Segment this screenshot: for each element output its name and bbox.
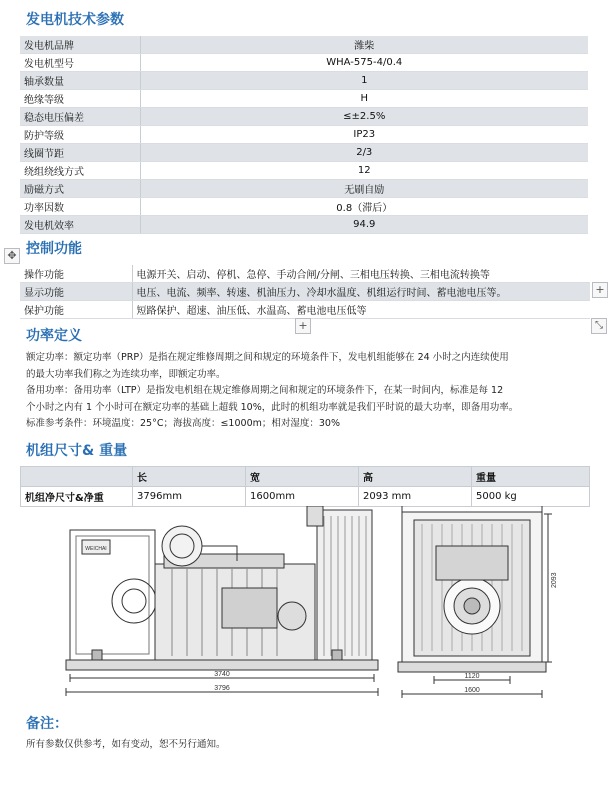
panel-label: WEICHAI [85,546,107,552]
side-dim-2: 3796 [214,685,230,692]
column-header: 重量 [472,467,590,487]
spec-value: 0.8（滞后） [140,198,588,216]
remarks-title: 备注： [26,716,68,732]
control-value: 电压、电流、频率、转速、机油压力、冷却水温度、机组运行时间、蓄电池电压等。 [132,283,590,301]
spec-label: 绕组绕线方式 [20,162,140,180]
spec-label: 发电机品牌 [20,36,140,54]
table-row [20,108,588,126]
spec-value: H [140,90,588,108]
side-dim-1: 3740 [214,671,230,678]
spec-value: 94.9 [140,216,588,234]
control-label: 显示功能 [20,283,132,301]
resize-handle-icon[interactable]: ⤡ [591,318,607,334]
table-row [20,36,588,54]
table-row [20,144,588,162]
spec-value: 无刷自励 [140,180,588,198]
spec-label: 励磁方式 [20,180,140,198]
power-line: 备用功率：备用功率（LTP）是指发电机组在规定维修周期之间和规定的环境条件下，在某一时间内，标准是每 12 [26,385,504,396]
spec-value: WHA-575-4/0.4 [140,54,588,72]
spec-label: 发电机效率 [20,216,140,234]
table-row [20,265,590,283]
table-row [20,54,588,72]
dimensions-table [20,466,590,507]
spec-value: 1 [140,72,588,90]
spec-table [20,36,588,234]
column-header: 长 [133,467,246,487]
control-value: 短路保护、超速、油压低、水温高、蓄电池电压低等 [132,301,590,319]
table-row [20,162,588,180]
spec-label: 发电机型号 [20,54,140,72]
power-definition-text [26,350,601,433]
table-row [20,301,590,319]
add-row-button[interactable]: + [295,318,311,334]
front-dim-2: 1600 [464,687,480,694]
power-line: 标准参考条件：环境温度：25°C；海拔高度：≤1000m；相对湿度：30% [26,418,340,429]
dimension-label: 机组净尺寸&净重 [21,487,133,507]
control-table [20,265,590,319]
table-header-row [21,467,590,487]
column-header: 高 [359,467,472,487]
length-value: 3796mm [133,487,246,507]
air-filter [162,526,202,566]
spec-section-title: 发电机技术参数 [26,12,124,28]
height-value: 2093 mm [359,487,472,507]
table-row [20,216,588,234]
add-column-button[interactable]: + [592,282,608,298]
base-frame [66,660,378,670]
spec-label: 线圈节距 [20,144,140,162]
table-row [21,487,590,507]
table-row [20,126,588,144]
spec-value: IP23 [140,126,588,144]
control-section-title: 控制功能 [26,241,82,257]
power-section-title: 功率定义 [26,328,82,344]
table-row [20,72,588,90]
front-dim-1: 1120 [464,673,480,680]
spec-value: 2/3 [140,144,588,162]
remarks-text: 所有参数仅供参考，如有变动，恕不另行通知。 [26,739,226,750]
table-row [20,180,588,198]
spec-label: 功率因数 [20,198,140,216]
spec-value: 潍柴 [140,36,588,54]
control-label: 操作功能 [20,265,132,283]
power-line: 个小时之内有 1 个小时可在额定功率的基础上超载 10%，此时的机组功率就是我们平时说的最大功率，即备用功率。 [26,401,519,413]
table-row [20,283,590,301]
spec-value: ≤±2.5% [140,108,588,126]
weight-value: 5000 kg [472,487,590,507]
generator-drawing [62,506,562,704]
control-label: 保护功能 [20,301,132,319]
spec-label: 绝缘等级 [20,90,140,108]
move-handle-icon[interactable]: ✥ [4,248,20,264]
dimensions-section-title: 机组尺寸& 重量 [26,443,128,459]
spec-label: 防护等级 [20,126,140,144]
table-row [20,90,588,108]
column-header: 宽 [246,467,359,487]
height-dim: 2093 [551,572,558,588]
spec-label: 稳态电压偏差 [20,108,140,126]
control-value: 电源开关、启动、停机、急停、手动合闸/分闸、三相电压转换、三相电流转换等 [132,265,590,283]
table-row [20,198,588,216]
spec-value: 12 [140,162,588,180]
spec-label: 轴承数量 [20,72,140,90]
column-header [21,467,133,487]
width-value: 1600mm [246,487,359,507]
power-line: 额定功率：额定功率（PRP）是指在规定维修周期之间和规定的环境条件下，发电机组能够在 24 小时之内连续使用 [26,352,509,363]
power-line: 的最大功率我们称之为连续功率，即额定功率。 [26,368,226,380]
